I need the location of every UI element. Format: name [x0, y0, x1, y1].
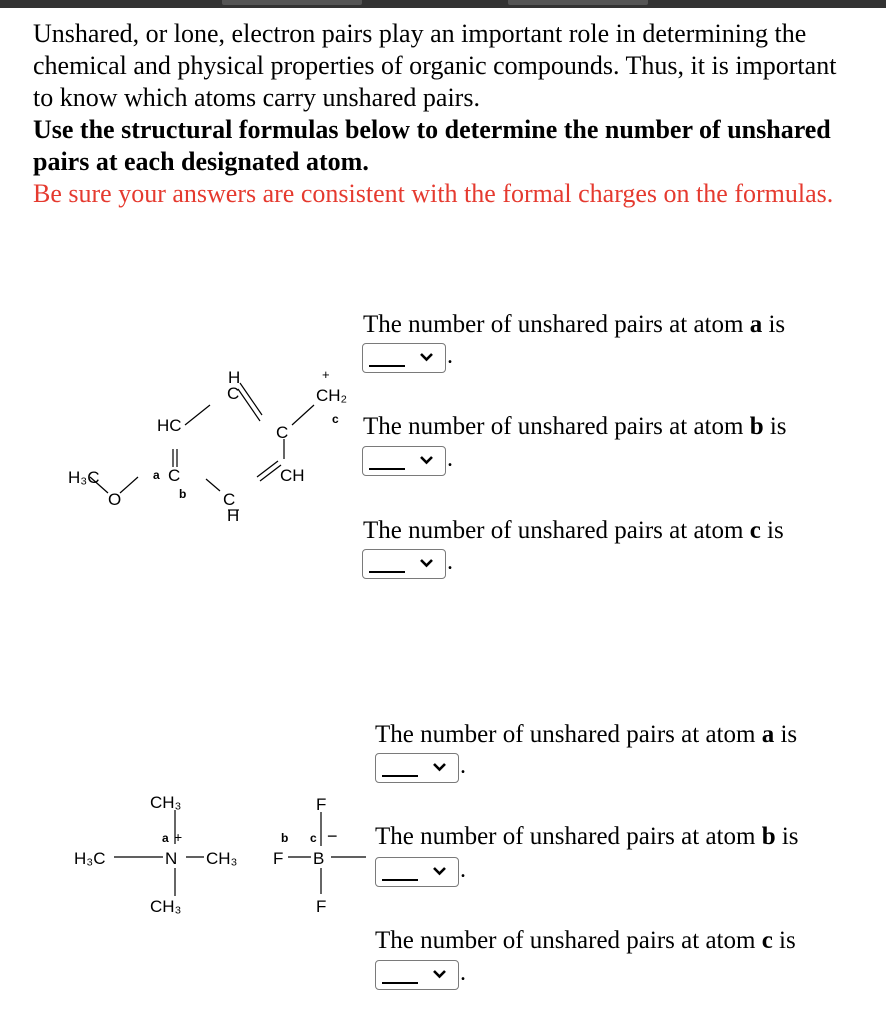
top-bar: [0, 0, 886, 8]
ch3-bottom: CH₃: [150, 897, 182, 916]
boron-atom: B: [313, 849, 325, 868]
question-intro: [33, 18, 863, 210]
h3c-label: H₃C: [68, 468, 100, 487]
ch-label: CH: [280, 466, 305, 485]
p1-question-b: The number of unshared pairs at atom b is: [363, 413, 787, 440]
ch3-right: CH₃: [206, 849, 238, 868]
ring-carbon-top: C: [227, 384, 240, 403]
ring-h-top: H: [228, 368, 241, 387]
p2-question-a: The number of unshared pairs at atom a is: [375, 721, 798, 748]
atom-c-label: c: [310, 831, 317, 845]
fluorine-bottom: F: [316, 897, 327, 916]
p2-question-b: The number of unshared pairs at atom b is: [375, 823, 799, 850]
minus-charge: −: [327, 826, 338, 846]
atom-a-label: a: [153, 468, 160, 482]
references-tab[interactable]: [508, 0, 648, 5]
p1-answer-a-select[interactable]: [362, 343, 446, 373]
chevron-down-icon: [420, 453, 433, 466]
atom-b-label: b: [179, 487, 187, 501]
atom-b-label: b: [281, 831, 289, 845]
p2-answer-a-select[interactable]: [375, 753, 459, 783]
hc-label: HC: [157, 416, 182, 435]
intro-text: Unshared, or lone, electron pairs play an important role in determining the chemical and physical properties of organic compounds. Thus, it is important to know which atoms carry unshared pairs.: [33, 19, 837, 112]
chevron-down-icon: [433, 864, 446, 877]
carbon-atom-b: C: [168, 466, 181, 485]
p1-answer-c-select[interactable]: [362, 549, 446, 579]
nitrogen-atom-a: N: [165, 849, 178, 868]
atom-a-label: a: [162, 831, 169, 845]
related-topics-tab[interactable]: [222, 0, 362, 5]
fluorine-left-atom-b: F: [273, 849, 284, 868]
plus-charge: +: [174, 829, 183, 845]
molecule-1-structure: [60, 365, 360, 535]
molecule-2-structure: [70, 790, 380, 930]
atom-c-label: c: [332, 412, 339, 426]
ring-h-bottom: H: [227, 506, 240, 525]
chevron-down-icon: [433, 760, 446, 773]
p1-answer-b-select[interactable]: [362, 446, 446, 476]
p2-question-c: The number of unshared pairs at atom c is: [375, 927, 796, 954]
plus-charge: +: [322, 367, 330, 382]
chevron-down-icon: [420, 350, 433, 363]
ring-carbon-bottom: C: [223, 490, 236, 509]
p1-question-a: The number of unshared pairs at atom a is: [363, 311, 786, 338]
consistency-note: Be sure your answers are consistent with the formal charges on the formulas.: [33, 179, 834, 208]
p2-answer-b-select[interactable]: [375, 857, 459, 887]
chevron-down-icon: [420, 556, 433, 569]
p2-answer-c-select[interactable]: [375, 960, 459, 990]
fluorine-top-atom-c: F: [316, 795, 327, 814]
p1-question-c: The number of unshared pairs at atom c is: [363, 517, 784, 544]
chevron-down-icon: [433, 967, 446, 980]
ch2-label: CH₂: [316, 386, 348, 405]
ch3-top: CH₃: [150, 793, 182, 812]
instruction-text: Use the structural formulas below to determine the number of unshared pairs at each designated atom.: [33, 115, 831, 176]
ring-carbon-right: C: [276, 423, 289, 442]
h3c-label: H₃C: [74, 849, 106, 868]
oxygen-atom-a: O: [108, 490, 122, 509]
